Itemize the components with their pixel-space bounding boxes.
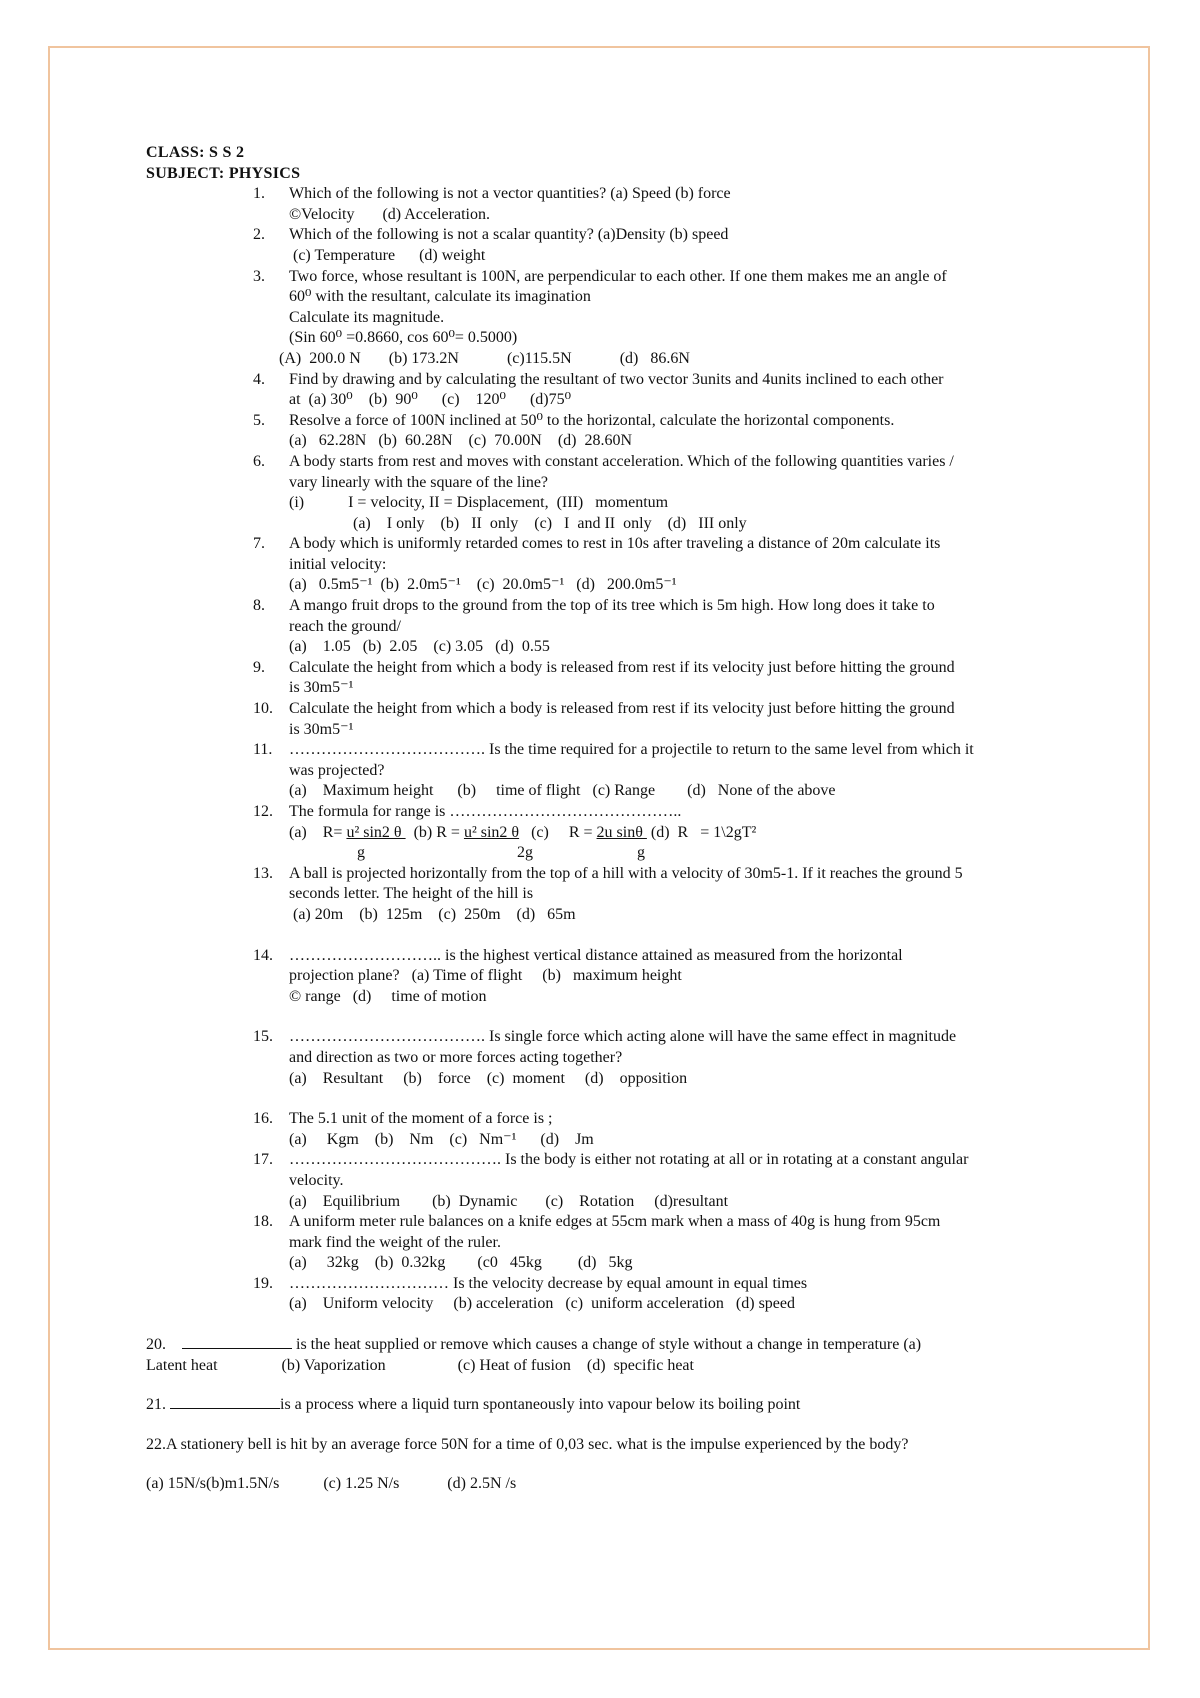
option-a-prefix: (a) R= — [289, 823, 347, 841]
question-9 — [253, 658, 1066, 699]
option-c-numerator: 2u sinθ — [596, 823, 647, 841]
question-text: is the heat supplied or remove which causes a change of style without a change in temperature (a) — [292, 1336, 922, 1354]
question-16 — [253, 1109, 1066, 1150]
question-options: (a) Kgm (b) Nm (c) Nm⁻¹ (d) Jm — [289, 1130, 594, 1148]
question-options: (a) Uniform velocity (b) acceleration (c) uniform acceleration (d) speed — [289, 1295, 795, 1313]
question-options: Latent heat (b) Vaporization (c) Heat of fusion (d) specific heat — [146, 1356, 694, 1374]
document-content — [146, 143, 1066, 1514]
question-options: © range (d) time of motion — [289, 987, 487, 1005]
question-number: 17. — [253, 1151, 273, 1169]
question-text: vary linearly with the square of the line? — [289, 473, 549, 491]
question-options: (a) Maximum height (b) time of flight (c) Range (d) None of the above — [289, 782, 836, 800]
question-text: The formula for range is …………………………………….. — [289, 803, 682, 820]
question-options: at (a) 30⁰ (b) 90⁰ (c) 120⁰ (d)75⁰ — [289, 391, 572, 409]
question-text: Two force, whose resultant is 100N, are perpendicular to each other. If one them makes me an angle of — [289, 267, 947, 285]
question-text: Calculate the height from which a body is released from rest if its velocity just before hitting the ground — [289, 658, 955, 676]
question-number: 21. — [146, 1396, 166, 1414]
question-statement: (i) I = velocity, II = Displacement, (III) momentum — [289, 494, 669, 512]
question-number: 10. — [253, 700, 273, 718]
question-number: 12. — [253, 803, 273, 820]
question-text: A body starts from rest and moves with constant acceleration. Which of the following quantities varies / — [289, 452, 954, 470]
question-20 — [146, 1335, 1066, 1376]
question-text: is a process where a liquid turn spontaneously into vapour below its boiling point — [280, 1396, 801, 1414]
question-text: is 30m5⁻¹ — [289, 679, 354, 697]
question-8 — [253, 596, 1066, 658]
question-text: 60⁰ with the resultant, calculate its imagination — [289, 288, 591, 306]
question-3 — [253, 267, 1066, 370]
question-options: (a) I only (b) II only (c) I and II only (d) III only — [289, 514, 747, 532]
question-number: 6. — [253, 452, 265, 470]
question-17 — [253, 1150, 1066, 1212]
question-number: 8. — [253, 597, 265, 615]
question-options: (a) 32kg (b) 0.32kg (c0 45kg (d) 5kg — [289, 1254, 633, 1272]
question-number: 1. — [253, 185, 265, 203]
option-b-prefix: (b) R = — [405, 823, 464, 841]
question-18 — [253, 1212, 1066, 1274]
question-number: 5. — [253, 411, 265, 429]
question-options: (A) 200.0 N (b) 173.2N (c)115.5N (d) 86.6N — [279, 349, 690, 367]
question-text: ………………………… Is the velocity decrease by equal amount in equal times — [289, 1274, 808, 1292]
question-number: 20. — [146, 1336, 166, 1354]
question-6 — [253, 452, 1066, 534]
question-text: was projected? — [289, 761, 385, 779]
question-22: 22.A stationery bell is hit by an average force 50N for a time of 0,03 sec. what is the impulse experienced by the body? — [146, 1435, 909, 1453]
question-text: Resolve a force of 100N inclined at 50⁰ to the horizontal, calculate the horizontal components. — [289, 411, 895, 429]
formula-options — [289, 823, 1066, 844]
question-number: 7. — [253, 535, 265, 553]
question-options: (a) 0.5m5⁻¹ (b) 2.0m5⁻¹ (c) 20.0m5⁻¹ (d) 200.0m5⁻¹ — [289, 576, 677, 594]
question-text: A ball is projected horizontally from the top of a hill with a velocity of 30m5-1. If it reaches the ground 5 — [289, 864, 963, 882]
question-number: 16. — [253, 1110, 273, 1128]
question-text: Find by drawing and by calculating the resultant of two vector 3units and 4units inclined to each other — [289, 370, 944, 388]
question-text: Which of the following is not a vector quantities? (a) Speed (b) force — [289, 185, 731, 203]
option-a-numerator: u² sin2 θ — [346, 823, 406, 841]
unnumbered-questions — [146, 1335, 1066, 1495]
question-text: and direction as two or more forces acting together? — [289, 1048, 623, 1066]
formula-denominators: g 2g g — [289, 844, 645, 862]
question-text: seconds letter. The height of the hill is — [289, 885, 534, 903]
question-text: A body which is uniformly retarded comes to rest in 10s after traveling a distance of 20m calculate its — [289, 535, 941, 553]
question-5 — [253, 411, 1066, 452]
question-options: (a) 62.28N (b) 60.28N (c) 70.00N (d) 28.60N — [289, 432, 633, 450]
question-text: ………………………………. Is the time required for a projectile to return to the same level from which it — [289, 741, 974, 759]
question-text: projection plane? (a) Time of flight (b) maximum height — [289, 967, 682, 985]
question-15 — [253, 1027, 1066, 1089]
question-text: initial velocity: — [289, 555, 387, 573]
question-number: 4. — [253, 370, 265, 388]
question-1 — [253, 184, 1066, 225]
question-10 — [253, 699, 1066, 740]
question-hint: (Sin 60⁰ =0.8660, cos 60⁰= 0.5000) — [289, 329, 518, 347]
question-number: 13. — [253, 864, 273, 882]
question-text: …………………………………. Is the body is either not rotating at all or in rotating at a constant angular — [289, 1151, 969, 1169]
question-text: A mango fruit drops to the ground from the top of its tree which is 5m high. How long does it take to — [289, 597, 935, 615]
question-text: A uniform meter rule balances on a knife edges at 55cm mark when a mass of 40g is hung from 95cm — [289, 1213, 941, 1231]
question-number: 3. — [253, 267, 265, 285]
question-options: (a) Equilibrium (b) Dynamic (c) Rotation (d)resultant — [289, 1192, 729, 1210]
question-text: is 30m5⁻¹ — [289, 720, 354, 738]
option-b-numerator: u² sin2 θ — [463, 823, 520, 841]
question-13 — [253, 864, 1066, 926]
option-c-prefix: (c) R = — [519, 823, 597, 841]
question-text: reach the ground/ — [289, 617, 401, 635]
answer-blank — [182, 1335, 292, 1349]
question-19 — [253, 1274, 1066, 1315]
question-7 — [253, 534, 1066, 596]
question-11 — [253, 740, 1066, 802]
question-text: The 5.1 unit of the moment of a force is ; — [289, 1110, 553, 1128]
question-text: ………………………………. Is single force which acting alone will have the same effect in magnitude — [289, 1028, 957, 1046]
question-2 — [253, 225, 1066, 266]
question-4 — [253, 370, 1066, 411]
question-options: (a) 1.05 (b) 2.05 (c) 3.05 (d) 0.55 — [289, 638, 550, 656]
question-14 — [253, 946, 1066, 1008]
question-options: (c) Temperature (d) weight — [289, 246, 486, 264]
question-text: Calculate its magnitude. — [289, 308, 445, 326]
question-22-options: (a) 15N/s(b)m1.5N/s (c) 1.25 N/s (d) 2.5N /s — [146, 1475, 517, 1493]
question-number: 19. — [253, 1274, 273, 1292]
question-number: 2. — [253, 226, 265, 244]
question-options: (a) Resultant (b) force (c) moment (d) opposition — [289, 1069, 688, 1087]
question-number: 14. — [253, 946, 273, 964]
question-text: Calculate the height from which a body is released from rest if its velocity just before hitting the ground — [289, 700, 955, 718]
question-options: ©Velocity (d) Acceleration. — [289, 205, 490, 223]
question-12 — [253, 802, 1066, 864]
question-number: 18. — [253, 1213, 273, 1231]
question-list — [253, 184, 1066, 1315]
question-text: Which of the following is not a scalar quantity? (a)Density (b) speed — [289, 226, 729, 244]
question-21 — [146, 1395, 1066, 1416]
question-number: 15. — [253, 1028, 273, 1046]
class-heading: CLASS: S S 2 — [146, 144, 245, 161]
question-number: 11. — [253, 741, 273, 759]
question-text: mark find the weight of the ruler. — [289, 1233, 501, 1251]
option-d: (d) R = 1\2gT² — [646, 823, 757, 841]
answer-blank — [170, 1395, 280, 1409]
question-text: velocity. — [289, 1171, 344, 1189]
question-text: ……………………….. is the highest vertical distance attained as measured from the horizontal — [289, 946, 903, 964]
question-number: 9. — [253, 658, 265, 676]
subject-heading: SUBJECT: PHYSICS — [146, 164, 301, 182]
question-options: (a) 20m (b) 125m (c) 250m (d) 65m — [289, 905, 576, 923]
